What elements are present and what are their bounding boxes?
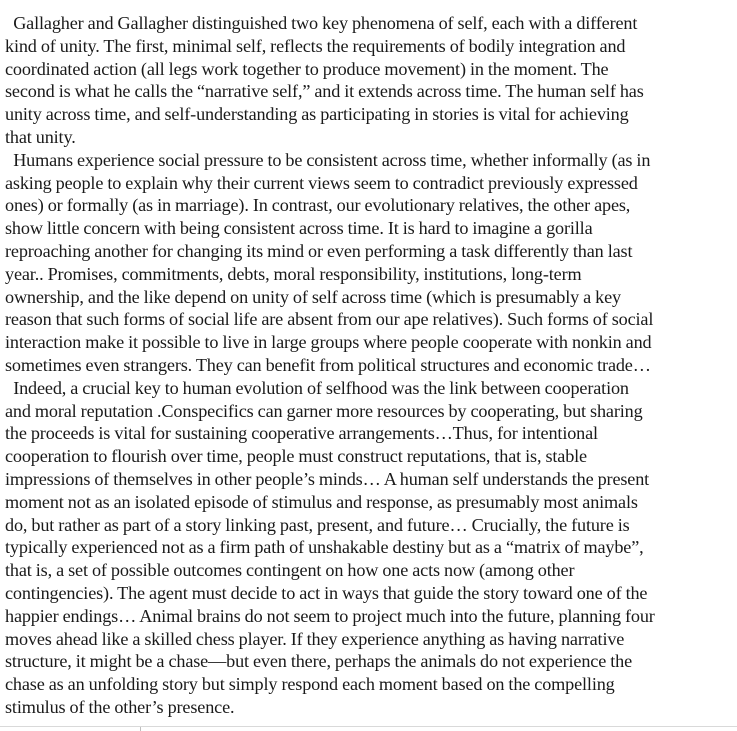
text-line: impressions of themselves in other people’s minds… A human self understands the present	[5, 468, 650, 489]
text-line: that is, a set of possible outcomes contingent on how one acts now (among other	[5, 560, 575, 581]
text-line: do, but rather as part of a story linking past, present, and future… Crucially, the future is	[5, 514, 630, 535]
text-line: that unity.	[5, 126, 76, 147]
ruler-tick-mark	[140, 727, 141, 731]
text-line: chase as an unfolding story but simply respond each moment based on the compelling	[5, 674, 615, 695]
text-line: unity across time, and self-understanding as participating in stories is vital for achieving	[5, 104, 629, 125]
text-line: happier endings… Animal brains do not seem to project much into the future, planning four	[5, 605, 655, 626]
text-line: and moral reputation .Conspecifics can garner more resources by cooperating, but sharing	[5, 400, 643, 421]
text-line: ownership, and the like depend on unity of self across time (which is presumably a key	[5, 286, 621, 307]
text-line: typically experienced not as a firm path of unshakable destiny but as a “matrix of maybe”,	[5, 537, 644, 558]
text-line: moment not as an isolated episode of stimulus and response, as presumably most animals	[5, 491, 638, 512]
page-bottom-rule	[0, 726, 737, 727]
text-line: show little concern with being consistent across time. It is hard to imagine a gorilla	[5, 218, 593, 239]
text-line: moves ahead like a skilled chess player. If they experience anything as having narrative	[5, 628, 625, 649]
text-line: sometimes even strangers. They can benefit from political structures and economic trade…	[5, 354, 651, 375]
text-line: kind of unity. The first, minimal self, reflects the requirements of bodily integration and	[5, 35, 626, 56]
text-line: year.. Promises, commitments, debts, moral responsibility, institutions, long-term	[5, 263, 582, 284]
text-line: the proceeds is vital for sustaining cooperative arrangements…Thus, for intentional	[5, 423, 598, 444]
text-line: second is what he calls the “narrative self,” and it extends across time. The human self has	[5, 81, 644, 102]
text-line: contingencies). The agent must decide to act in ways that guide the story toward one of the	[5, 582, 648, 603]
text-line: cooperation to flourish over time, people must construct reputations, that is, stable	[5, 446, 587, 467]
text-line: asking people to explain why their current views seem to contradict previously expressed	[5, 172, 638, 193]
text-line: Gallagher and Gallagher distinguished two key phenomena of self, each with a different	[5, 13, 638, 33]
text-line: Indeed, a crucial key to human evolution of selfhood was the link between cooperation	[5, 377, 629, 398]
text-line: reason that such forms of social life are absent from our ape relatives). Such forms of social	[5, 309, 654, 330]
text-line: stimulus of the other’s presence.	[5, 696, 235, 717]
document-body	[5, 12, 733, 719]
text-line: Humans experience social pressure to be consistent across time, whether informally (as in	[5, 149, 651, 170]
text-line: ones) or formally (as in marriage). In contrast, our evolutionary relatives, the other apes,	[5, 195, 631, 216]
text-line: coordinated action (all legs work together to produce movement) in the moment. The	[5, 58, 609, 79]
text-line: structure, it might be a chase—but even there, perhaps the animals do not experience the	[5, 651, 633, 672]
text-line: reproaching another for changing its mind or even performing a task differently than last	[5, 240, 633, 261]
text-line: interaction make it possible to live in large groups where people cooperate with nonkin and	[5, 332, 652, 353]
